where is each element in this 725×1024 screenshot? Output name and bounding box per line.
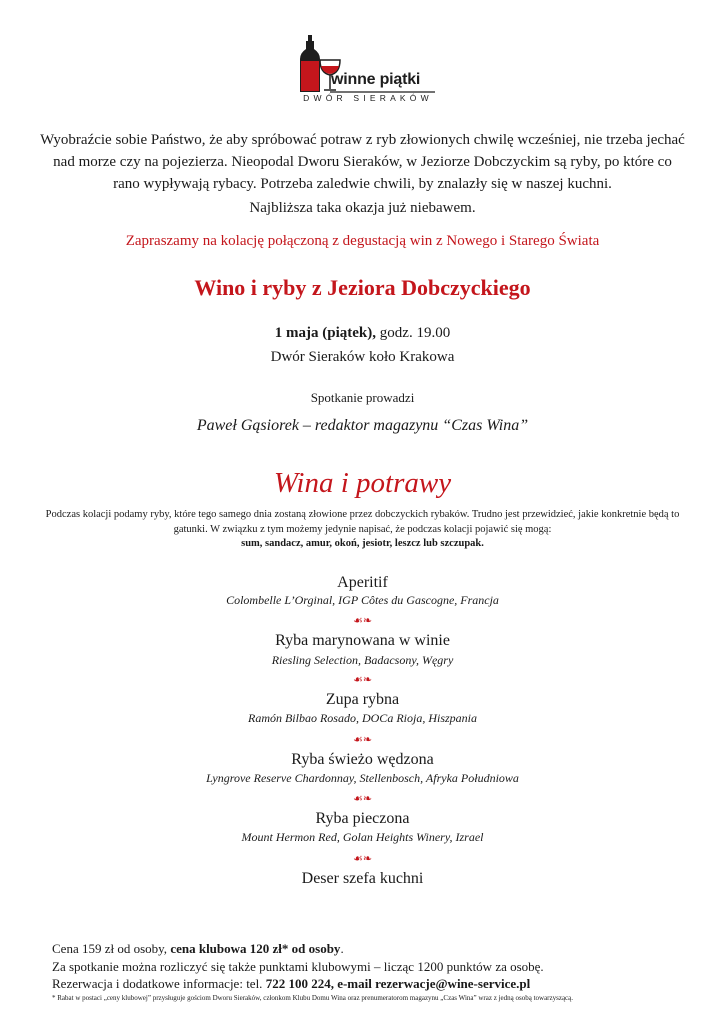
- menu-wine: Riesling Selection, Badacsony, Węgry: [271, 653, 454, 667]
- logo-title: winne piątki: [331, 71, 421, 88]
- event-place: Dwór Sieraków koło Krakowa: [270, 349, 455, 365]
- menu-dish: Zupa rybna: [325, 691, 400, 708]
- contact-label: Rezerwacja i dodatkowe informacje: tel.: [52, 976, 266, 991]
- menu-dish: Aperitif: [337, 574, 388, 591]
- menu-dish: Ryba świeżo wędzona: [291, 751, 434, 768]
- event-date-bold: 1 maja (piątek),: [274, 325, 377, 341]
- menu-dish: Ryba pieczona: [315, 810, 410, 827]
- fish-list: sum, sandacz, amur, okoń, jesiotr, leszcz lub szczupak.: [241, 538, 484, 549]
- ornament-icon: ☙❧: [352, 615, 373, 627]
- ornament-icon: ☙❧: [352, 853, 373, 865]
- invite-line: Zapraszamy na kolację połączoną z degustacją win z Nowego i Starego Świata: [125, 233, 600, 249]
- menu-wine: Ramón Bilbao Rosado, DOCa Rioja, Hiszpania: [247, 711, 477, 725]
- menu-dish: Deser szefa kuchni: [301, 870, 424, 887]
- event-title: Wino i ryby z Jeziora Dobczyckiego: [194, 275, 531, 300]
- menu-description: [45, 508, 680, 552]
- section-title: Wina i potrawy: [273, 467, 452, 499]
- menu-dish: Ryba marynowana w winie: [275, 632, 450, 649]
- price-text: Cena 159 zł od osoby,: [52, 941, 171, 956]
- footer-info: [52, 940, 692, 993]
- host-name: Paweł Gąsiorek – redaktor magazynu “Czas Wina”: [196, 417, 529, 434]
- logo: [295, 35, 445, 110]
- price-line: [52, 940, 692, 958]
- intro-paragraph: Wyobraźcie sobie Państwo, że aby spróbować potraw z ryb złowionych chwilę wcześniej, nie trzeba jechać nad morze czy na pojezierza. Nieopodal Dworu Sieraków, w Jeziorze Dobczyckim są ryby, po które co rano wypływają rybacy. Potrzeba zaledwie chwili, by znalazły się w naszej kuchni.: [40, 132, 685, 192]
- soon-line: Najbliższa taka okazja już niebawem.: [249, 200, 476, 216]
- ornament-icon: ☙❧: [352, 674, 373, 686]
- ornament-icon: ☙❧: [352, 793, 373, 805]
- menu-wine: Colombelle L’Orginal, IGP Côtes du Gascogne, Francja: [226, 593, 499, 607]
- club-price: cena klubowa 120 zł* od osoby: [170, 941, 341, 956]
- contact-details: 722 100 224, e-mail rezerwacje@wine-service.pl: [265, 976, 531, 991]
- host-label: Spotkanie prowadzi: [310, 390, 415, 405]
- description-text: Podczas kolacji podamy ryby, które tego samego dnia zostaną złowione przez dobczyckich rybaków. Trudno jest przewidzieć, jakie konkretnie będą to gatunki. W związku z tym możemy jedynie napisać, że podczas kolacji pojawić się mogą:: [45, 509, 680, 535]
- menu-wine: Mount Hermon Red, Golan Heights Winery, Izrael: [241, 830, 484, 844]
- event-date: [40, 325, 685, 342]
- menu-wine: Lyngrove Reserve Chardonnay, Stellenbosch, Afryka Południowa: [206, 771, 519, 785]
- logo-subtitle: DWÓR SIERAKÓW: [303, 93, 433, 103]
- ornament-icon: ☙❧: [352, 734, 373, 746]
- contact-line: [52, 975, 692, 993]
- footnote: * Rabat w postaci „ceny klubowej” przysługuje gościom Dworu Sieraków, członkom Klubu Domu Wina oraz prenumeratorom magazynu „Czas Wina” wraz z jedną osobą towarzyszącą.: [52, 994, 574, 1002]
- event-time: godz. 19.00: [376, 325, 451, 341]
- price-end: .: [340, 941, 344, 956]
- points-line: Za spotkanie można rozliczyć się także punktami klubowymi – licząc 1200 punktów za osobę.: [52, 958, 544, 974]
